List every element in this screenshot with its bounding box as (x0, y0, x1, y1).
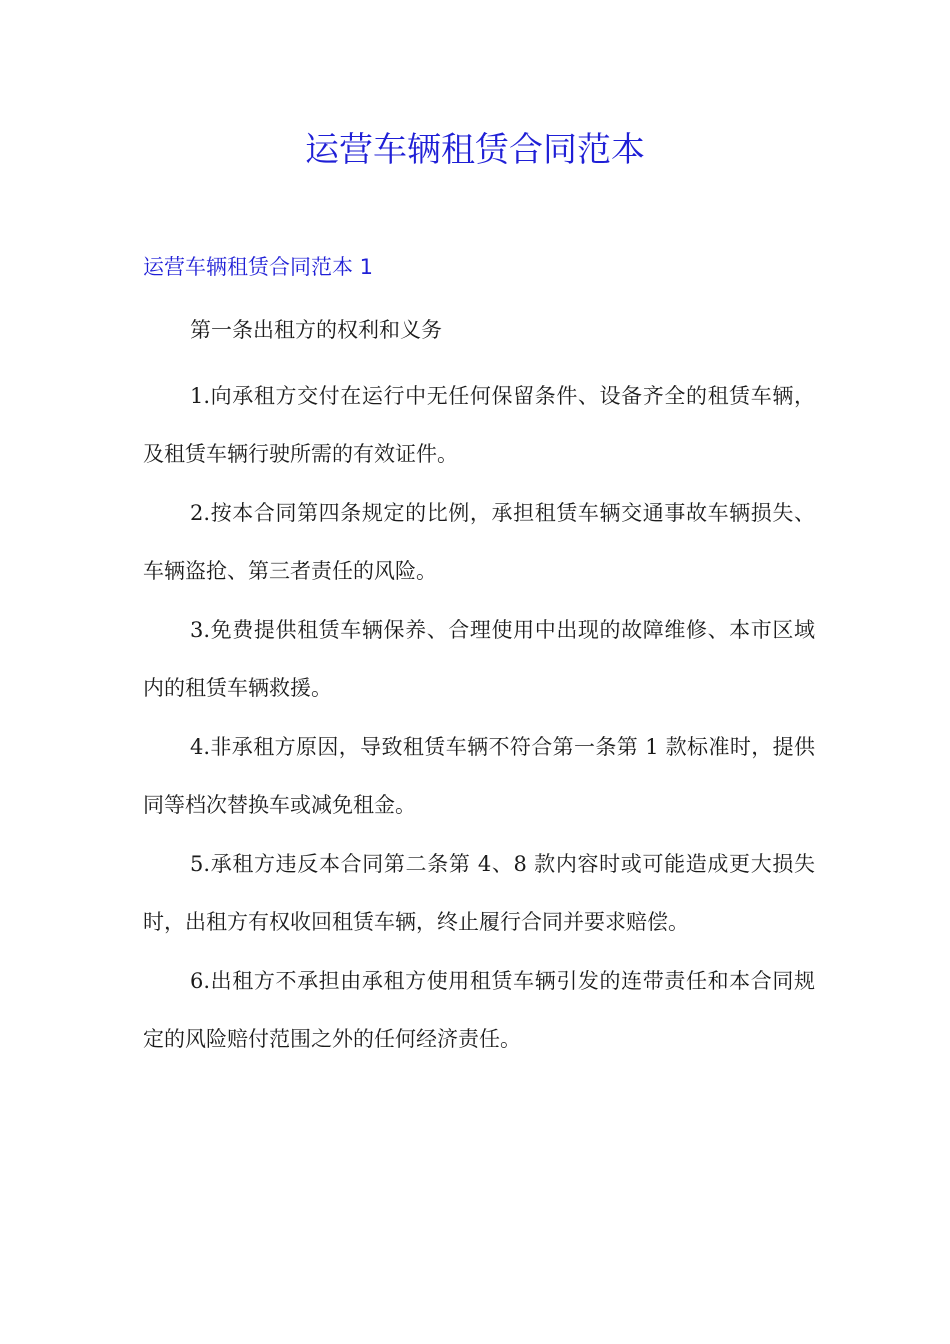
clause-item-6: 6.出租方不承担由承租方使用租赁车辆引发的连带责任和本合同规定的风险赔付范围之外的任何经济责任。 (143, 969, 815, 1051)
clause-item-1: 1.向承租方交付在运行中无任何保留条件、设备齐全的租赁车辆，及租赁车辆行驶所需的有效证件。 (143, 384, 815, 466)
clause-item-5: 5.承租方违反本合同第二条第 4、8 款内容时或可能造成更大损失时，出租方有权收回租赁车辆，终止履行合同并要求赔偿。 (143, 852, 815, 934)
clause-item-3: 3.免费提供租赁车辆保养、合理使用中出现的故障维修、本市区域内的租赁车辆救援。 (143, 618, 815, 700)
clause-item-4: 4.非承租方原因，导致租赁车辆不符合第一条第 1 款标准时，提供同等档次替换车或减免租金。 (143, 735, 815, 817)
clause-item-2: 2.按本合同第四条规定的比例，承担租赁车辆交通事故车辆损失、车辆盗抢、第三者责任的风险。 (143, 501, 815, 583)
article-heading: 第一条出租方的权利和义务 (190, 318, 442, 342)
section-heading: 运营车辆租赁合同范本 1 (143, 255, 374, 279)
document-title: 运营车辆租赁合同范本 (305, 130, 645, 170)
